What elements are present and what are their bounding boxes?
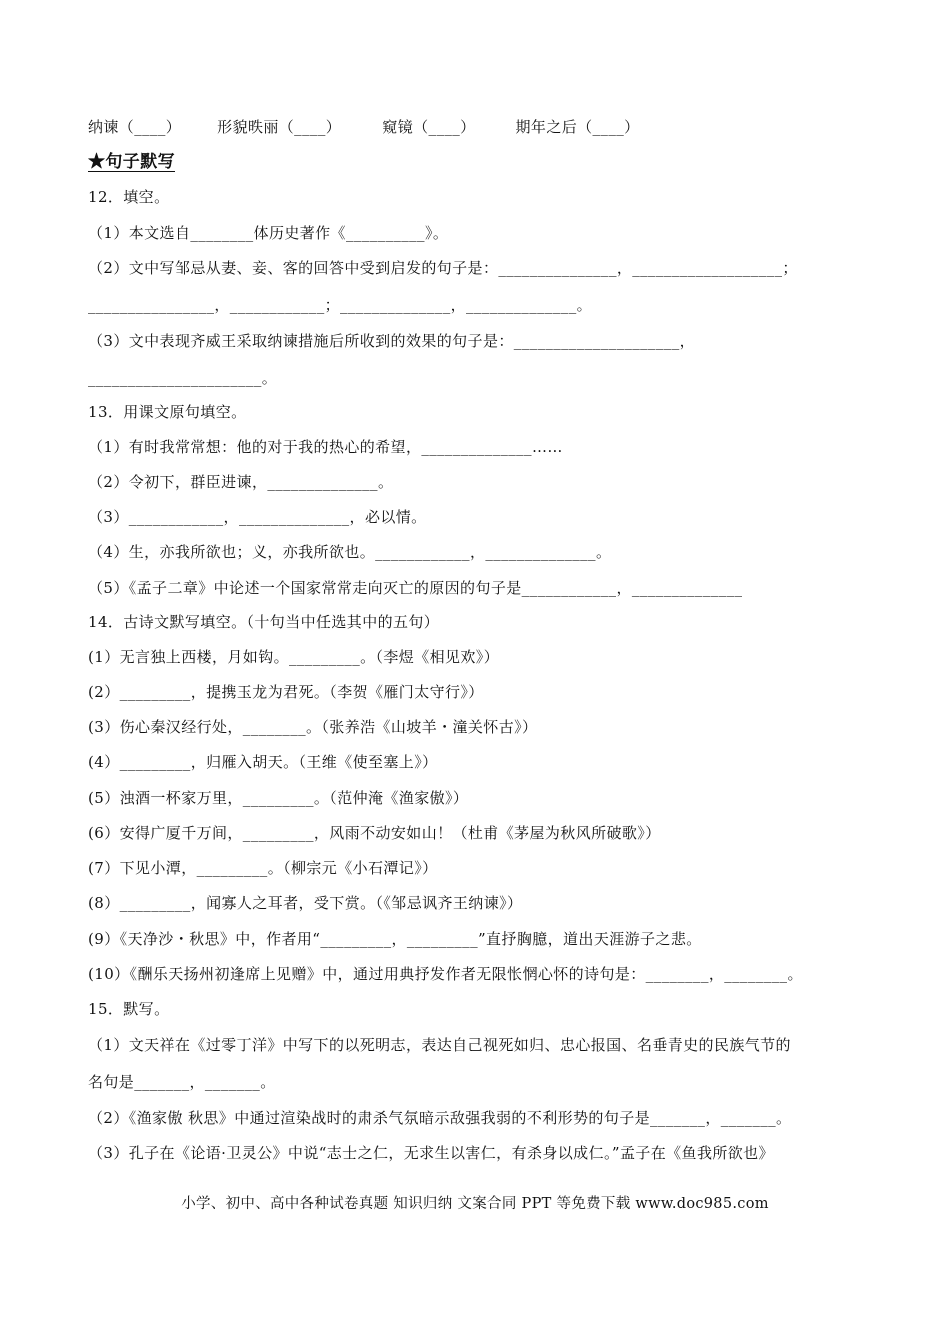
question-14-title: 14．古诗文默写填空。（十句当中任选其中的五句） [88, 613, 440, 631]
vocab-row [88, 116, 640, 138]
question-13-title: 13．用课文原句填空。 [88, 403, 247, 421]
question-14-item-7: (7）下见小潭，_________。（柳宗元《小石潭记》） [88, 859, 438, 877]
question-12-item-2-cont: ________________，____________；______________，______________。 [88, 296, 593, 314]
vocab-item-4: 期年之后（____） [515, 118, 640, 136]
question-13-item-2: （2）令初下，群臣进谏，______________。 [88, 473, 394, 491]
question-14-item-3: (3）伤心秦汉经行处，________。（张养浩《山坡羊・潼关怀古》） [88, 718, 538, 736]
question-12-item-3: （3）文中表现齐威王采取纳谏措施后所收到的效果的句子是：_____________________， [88, 332, 696, 350]
vocab-item-3: 窥镜（____） [382, 118, 476, 136]
vocab-item-2: 形貌昳丽（____） [217, 118, 342, 136]
question-13-item-5: （5）《孟子二章》中论述一个国家常常走向灭亡的原因的句子是____________，______________ [88, 579, 743, 597]
question-13-item-4: （4）生，亦我所欲也；义，亦我所欲也。____________，______________。 [88, 543, 612, 561]
question-15-item-1-cont: 名句是_______，_______。 [88, 1073, 276, 1091]
question-14-item-10: (10）《酬乐天扬州初逢席上见赠》中，通过用典抒发作者无限怅惘心怀的诗句是：________，________。 [88, 965, 803, 983]
question-15-item-3: （3）孔子在《论语·卫灵公》中说“志士之仁，无求生以害仁，有杀身以成仁。”孟子在《鱼我所欲也》 [88, 1144, 774, 1162]
question-12-title: 12．填空。 [88, 188, 170, 206]
question-14-item-4: (4）_________，归雁入胡天。（王维《使至塞上》） [88, 753, 438, 771]
question-12-item-2: （2）文中写邹忌从妻、妾、客的回答中受到启发的句子是：_______________，___________________； [88, 259, 798, 277]
question-14-item-6: (6）安得广厦千万间，_________，风雨不动安如山！（杜甫《茅屋为秋风所破歌》） [88, 824, 661, 842]
question-14-item-2: (2）_________，提携玉龙为君死。（李贺《雁门太守行》） [88, 683, 484, 701]
vocab-item-1: 纳谏（____） [88, 118, 182, 136]
question-12-item-3-cont: ______________________。 [88, 369, 278, 387]
page-footer: 小学、初中、高中各种试卷真题 知识归纳 文案合同 PPT 等免费下载 www.doc985.com [181, 1196, 769, 1212]
question-14-item-9: (9）《天净沙・秋思》中，作者用“_________，_________”直抒胸臆，道出天涯游子之悲。 [88, 930, 702, 948]
question-15-item-1: （1）文天祥在《过零丁洋》中写下的以死明志，表达自己视死如归、忠心报国、名垂青史的民族气节的 [88, 1036, 791, 1054]
question-14-item-1: (1）无言独上西楼，月如钩。_________。（李煜《相见欢》） [88, 648, 500, 666]
question-13-item-3: （3）____________，______________，必以情。 [88, 508, 427, 526]
question-12-item-1: （1）本文选自________体历史著作《__________》。 [88, 224, 449, 242]
question-15-title: 15．默写。 [88, 1000, 170, 1018]
question-13-item-1: （1）有时我常常想：他的对于我的热心的希望，______________…… [88, 438, 563, 456]
section-heading: ★句子默写 [88, 152, 175, 172]
question-14-item-8: (8）_________，闻寡人之耳者，受下赏。（《邹忌讽齐王纳谏》） [88, 894, 523, 912]
question-14-item-5: (5）浊酒一杯家万里，_________。（范仲淹《渔家傲》） [88, 789, 469, 807]
question-15-item-2: （2）《渔家傲 秋思》中通过渲染战时的肃杀气氛暗示敌强我弱的不利形势的句子是_______，_______。 [88, 1109, 792, 1127]
